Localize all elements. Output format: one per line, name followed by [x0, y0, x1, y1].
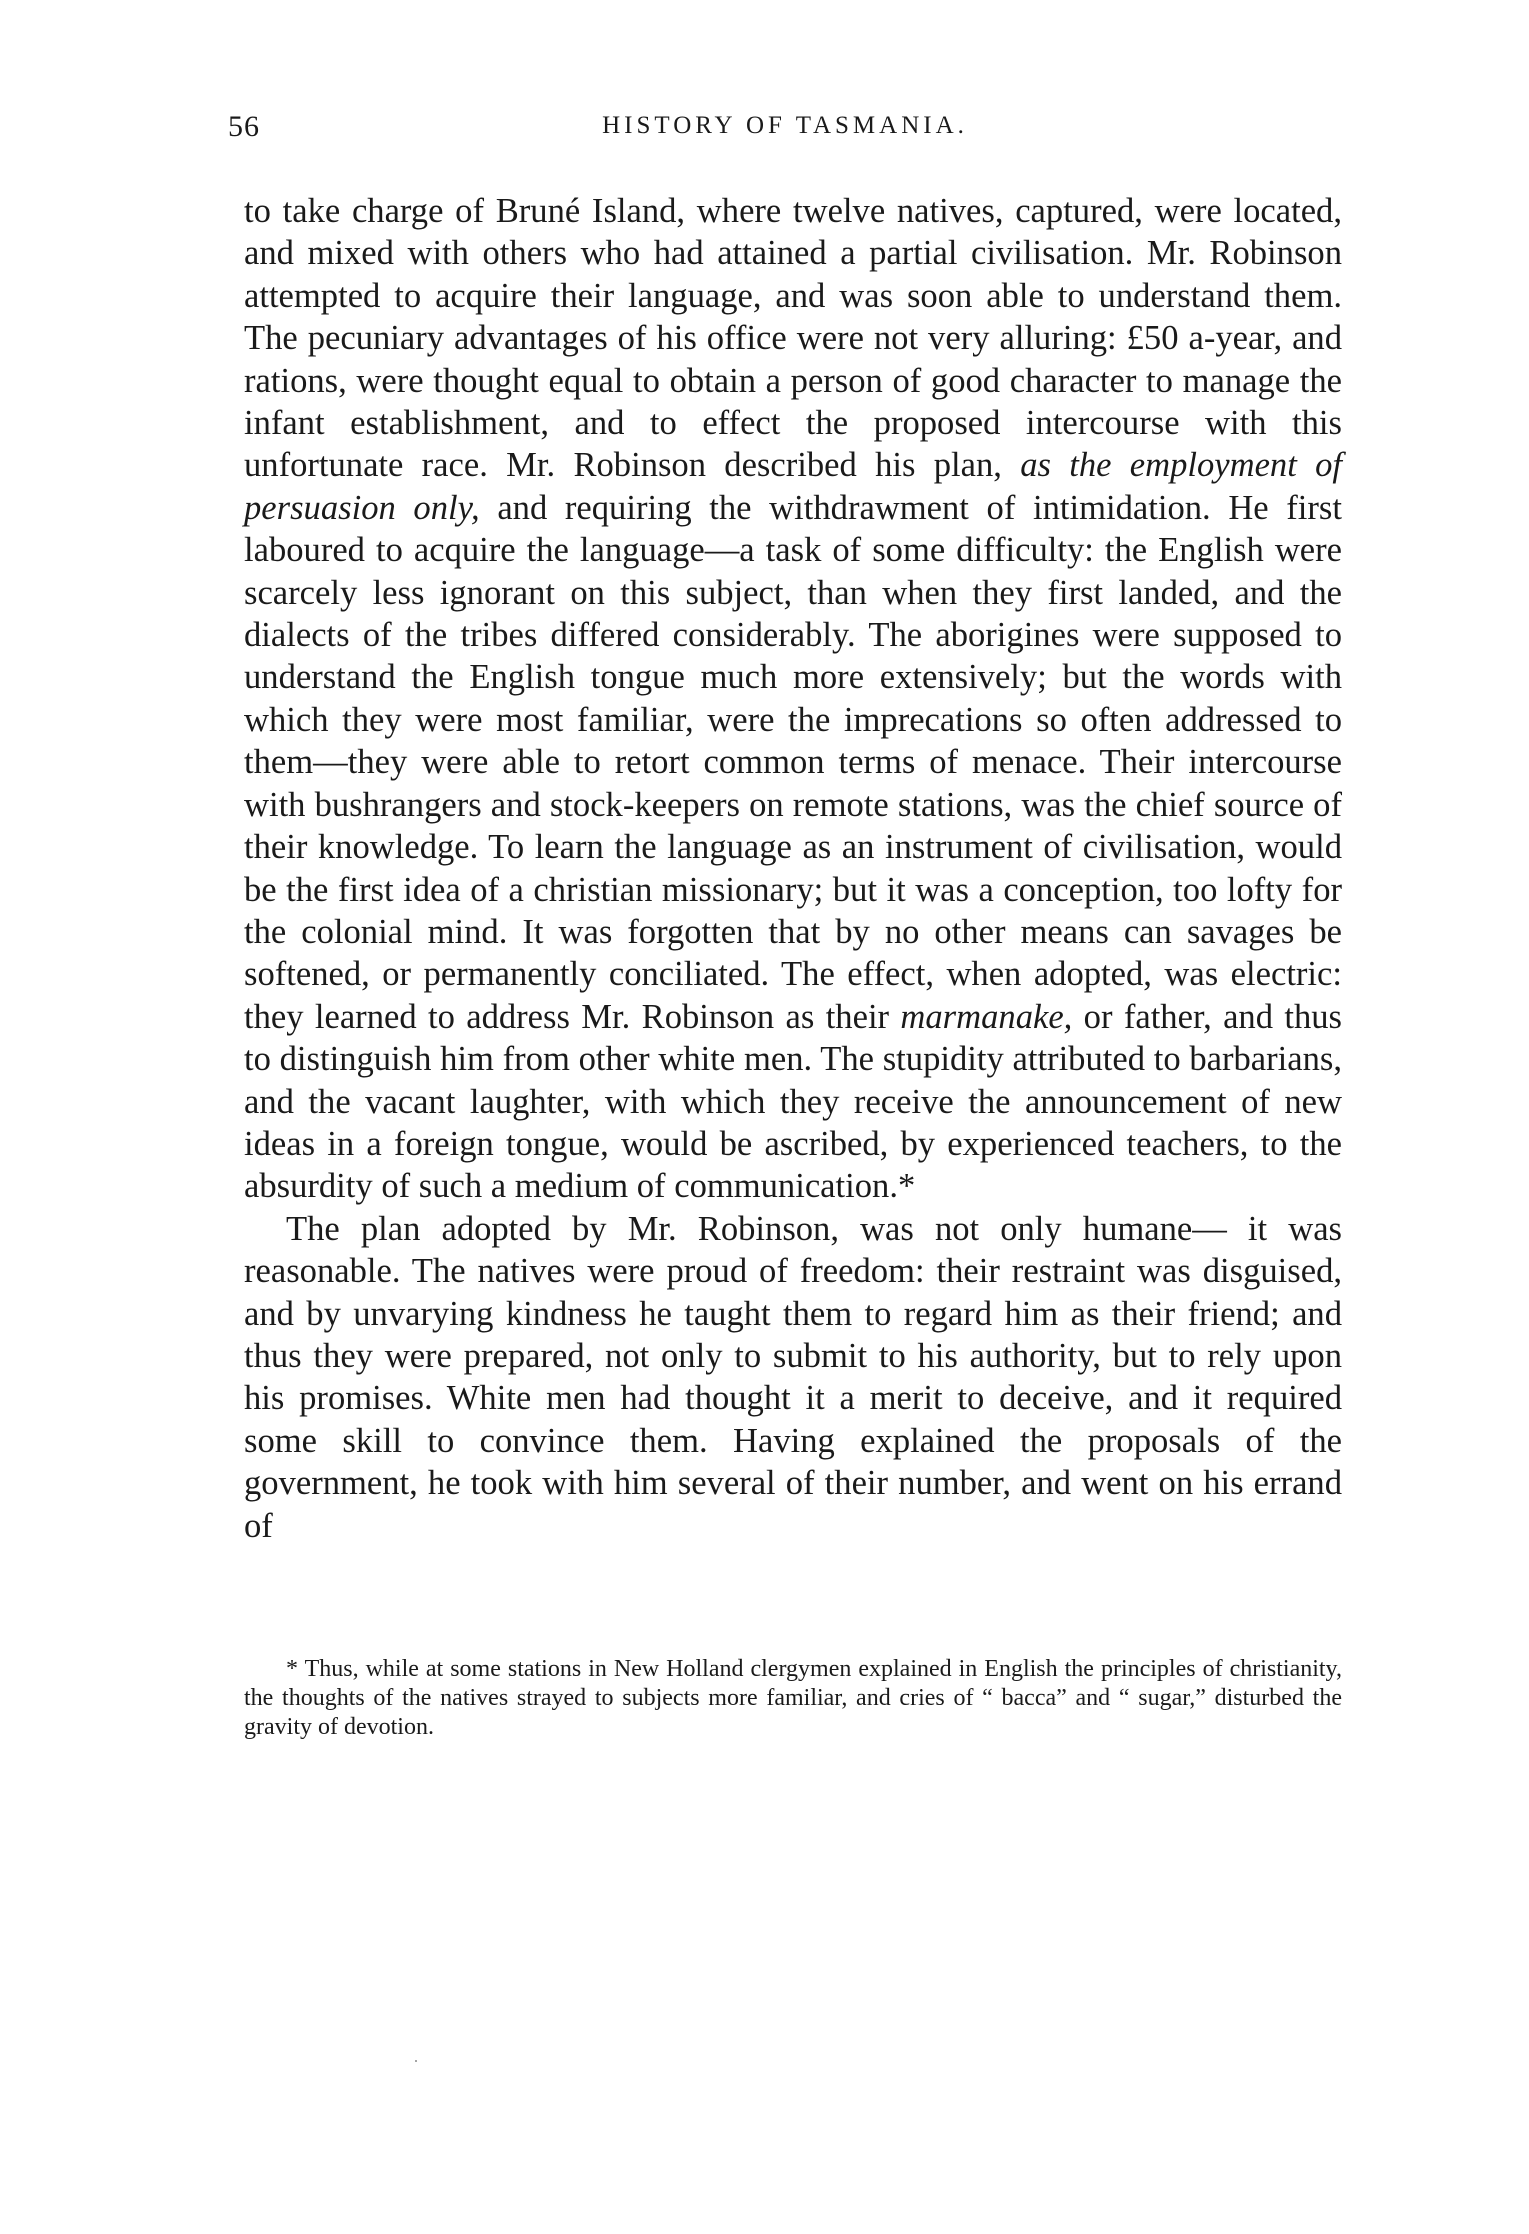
paragraph-1-italic-phrase-2: marmanake, [900, 997, 1073, 1036]
running-title: HISTORY OF TASMANIA. [602, 112, 968, 139]
page-header [228, 110, 1342, 150]
paragraph-1-text-a: to take charge of Bruné Island, where twelve natives, captured, were located, and mixed with others who had attained a partial civilisation. Mr. Robinson attempted to acquire their language, and was soon able to understand them. The pecuniary advantages of his office were not very alluring: £50 a-year, and rations, were thought equal to obtain a person of good character to manage the infant establishment, and to effect the proposed intercourse with this unfortunate race. Mr. Robinson described his plan, [244, 192, 1342, 485]
paragraph-1-text-c: or father, and thus to distinguish him from other white men. The stupidity attributed to barbarians, and the vacant laughter, with which they receive the announcement of new ideas in a foreign tongue, would be ascribed, by experienced teachers, to the absurdity of such a medium of communication.* [244, 997, 1342, 1206]
footnote [244, 1655, 1342, 1741]
paragraph-1 [244, 190, 1342, 1208]
paragraph-1-text-b: and requiring the withdrawment of intimidation. He first laboured to acquire the language—a task of some difficulty: the English were scarcely less ignorant on this subject, than when they first landed, and the dialects of the tribes differed considerably. The aborigines were supposed to understand the English tongue much more extensively; but the words with which they were most familiar, were the imprecations so often addressed to them—they were able to retort common terms of menace. Their intercourse with bushrangers and stock-keepers on remote stations, was the chief source of their knowledge. To learn the language as an instrument of civilisation, would be the first idea of a christian missionary; but it was a conception, too lofty for the colonial mind. It was forgotten that by no other means can savages be softened, or permanently conciliated. The effect, when adopted, was electric: they learned to address Mr. Robinson as their [244, 488, 1342, 1036]
body-text [244, 190, 1342, 1547]
paper-speck [415, 2060, 417, 2062]
paragraph-2: The plan adopted by Mr. Robinson, was not only humane— it was reasonable. The natives were proud of freedom: their restraint was disguised, and by unvarying kindness he taught them to regard him as their friend; and thus they were prepared, not only to submit to his authority, but to rely upon his promises. White men had thought it a merit to deceive, and it required some skill to convince them. Having explained the proposals of the government, he took with him several of their number, and went on his errand of [244, 1209, 1342, 1545]
footnote-text: * Thus, while at some stations in New Holland clergymen explained in English the principles of christianity, the thoughts of the natives strayed to subjects more familiar, and cries of “ bacca” and “ sugar,” disturbed the gravity of devotion. [244, 1656, 1342, 1740]
paragraph-1-italic-phrase-1: as the employment of persuasion only, [244, 446, 1342, 527]
page-number: 56 [228, 110, 260, 143]
